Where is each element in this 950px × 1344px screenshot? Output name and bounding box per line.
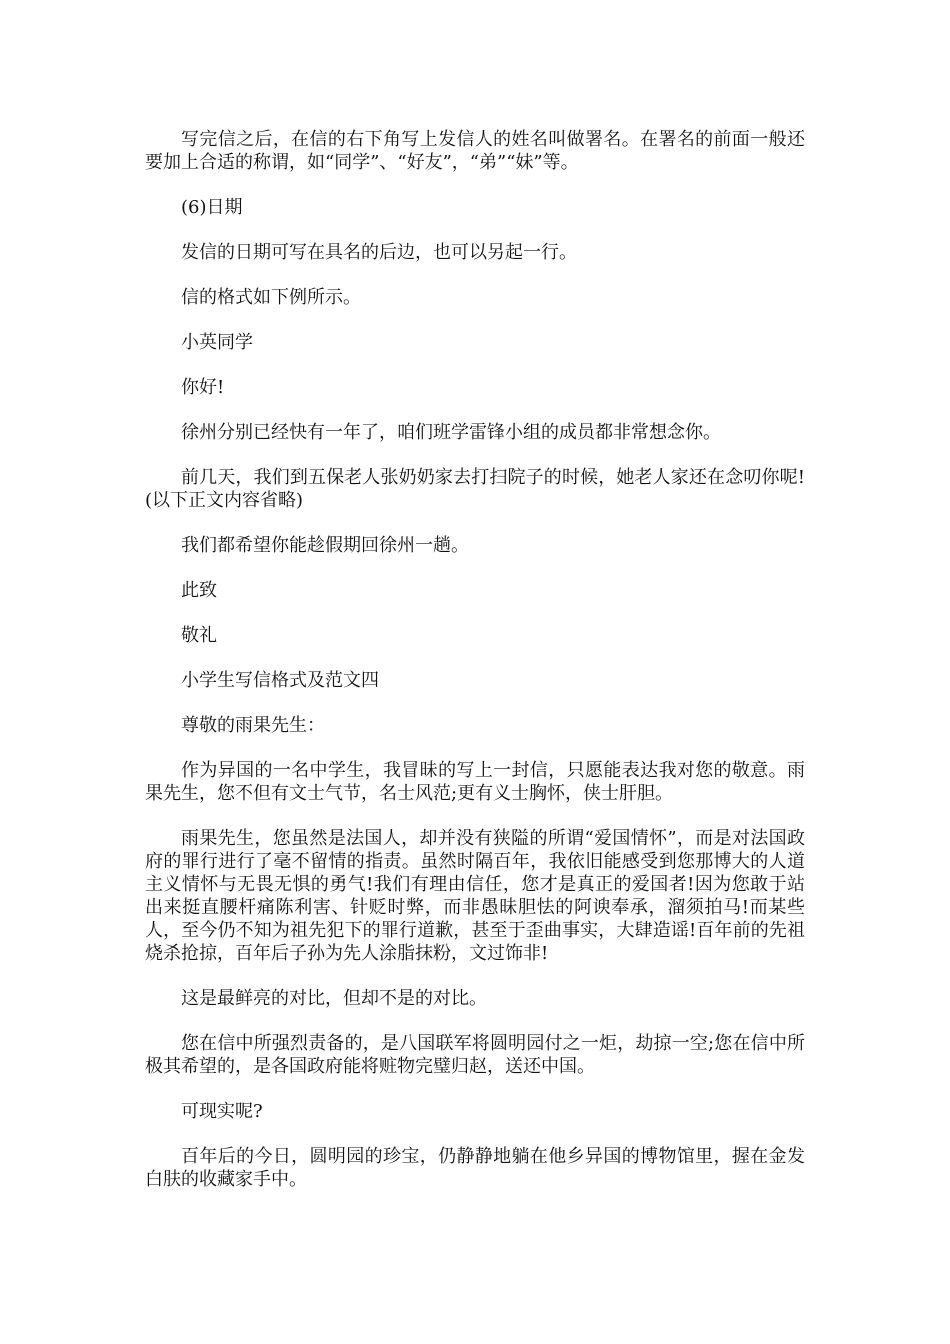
paragraph-letter-body: 这是最鲜亮的对比，但却不是的对比。 <box>181 988 487 1009</box>
paragraph-body: 前几天，我们到五保老人张奶奶家去打扫院子的时候，她老人家还在念叨你呢!(以下正文内容省略) <box>145 467 805 511</box>
document-body <box>145 128 805 1213</box>
paragraph-signature: 写完信之后，在信的右下角写上发信人的姓名叫做署名。在署名的前面一般还要加上合适的称谓，如“同学”、“好友”，“弟”“妹”等。 <box>145 129 805 173</box>
paragraph-body: 徐州分别已经快有一年了，咱们班学雷锋小组的成员都非常想念你。 <box>181 422 721 443</box>
paragraph-letter-body: 您在信中所强烈责备的，是八国联军将圆明园付之一炬，劫掠一空;您在信中所极其希望的，是各国政府能将赃物完璧归赵，送还中国。 <box>145 1033 805 1077</box>
paragraph-letter-body: 百年后的今日，圆明园的珍宝，仍静静地躺在他乡异国的博物馆里，握在金发白肤的收藏家手中。 <box>145 1146 805 1190</box>
paragraph-regards: 敬礼 <box>181 625 217 646</box>
paragraph-body: 我们都希望你能趁假期回徐州一趟。 <box>181 535 469 556</box>
paragraph-closing: 此致 <box>181 580 217 601</box>
paragraph-letter-body: 雨果先生，您虽然是法国人，却并没有狭隘的所谓“爱国情怀”，而是对法国政府的罪行进行了毫不留情的指责。虽然时隔百年，我依旧能感受到您那博大的人道主义情怀与无畏无惧的勇气!我们有理由信任，您才是真正的爱国者!因为您敢于站出来挺直腰杆痛陈利害、针贬时弊，而非愚昧胆怯的阿谀奉承，溜须拍马!而某些人，至今仍不知为祖先犯下的罪行道歉，甚至于歪曲事实，大肆造谣!百年前的先祖烧杀抢掠，百年后子孙为先人涂脂抹粉，文过饰非! <box>145 828 805 964</box>
paragraph-date-rule: 发信的日期可写在具名的后边，也可以另起一行。 <box>181 242 577 263</box>
paragraph-salutation: 小英同学 <box>181 332 253 353</box>
paragraph-letter-body: 作为异国的一名中学生，我冒昧的写上一封信，只愿能表达我对您的敬意。雨果先生，您不但有文士气节，名士风范;更有义士胸怀，侠士肝胆。 <box>145 760 805 804</box>
paragraph-section-title: 小学生写信格式及范文四 <box>181 670 379 691</box>
paragraph-greeting: 你好! <box>181 377 225 398</box>
paragraph-letter-salutation: 尊敬的雨果先生： <box>181 715 325 736</box>
paragraph-date-heading: (6)日期 <box>181 197 243 218</box>
paragraph-letter-body: 可现实呢? <box>181 1101 263 1122</box>
paragraph-example-intro: 信的格式如下例所示。 <box>181 287 361 308</box>
